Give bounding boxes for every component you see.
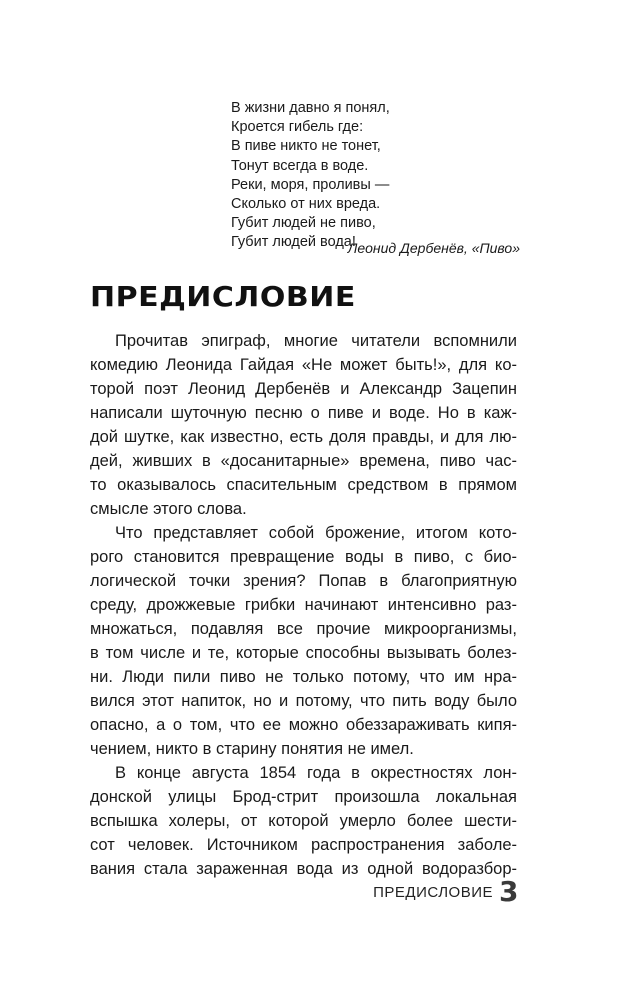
epigraph-line: В жизни давно я понял,: [231, 100, 390, 116]
epigraph-line: Сколько от них вреда.: [231, 196, 381, 213]
body-line: в том числе и те, которые способны вызывать болез-: [90, 644, 517, 662]
body-line: смысле этого слова.: [90, 500, 247, 518]
body-line: сот человек. Источником распространения заболе-: [90, 836, 517, 854]
body-line: чением, никто в старину понятия не имел.: [90, 740, 414, 758]
body-line: написали шуточную песню о пиве и воде. Но в каж-: [90, 404, 517, 422]
body-line: опасно, а о том, что ее можно обеззараживать кипя-: [90, 716, 517, 734]
epigraph-attribution: Леонид Дербенёв, «Пиво»: [347, 240, 520, 256]
body-line: В конце августа 1854 года в окрестностях лон-: [115, 764, 517, 782]
body-line: множаться, подавляя все прочие микроорганизмы,: [90, 620, 517, 638]
body-line: среду, дрожжевые грибки начинают интенсивно раз-: [90, 596, 517, 614]
body-line: Прочитав эпиграф, многие читатели вспомнили: [115, 332, 517, 350]
page-footer: [0, 875, 619, 908]
page-number: 3: [499, 875, 519, 908]
epigraph-line: Тонут всегда в воде.: [231, 157, 369, 174]
body-line: рого становится превращение воды в пиво, с био-: [90, 548, 517, 566]
body-line: вспышка холеры, от которой умерло более шести-: [90, 812, 517, 830]
body-line: вания стала зараженная вода из одной водоразбор-: [90, 860, 517, 878]
epigraph-line: Губит людей вода!: [231, 234, 356, 251]
epigraph-line: Губит людей не пиво,: [231, 215, 376, 232]
epigraph-line: В пиве никто не тонет,: [231, 138, 381, 155]
body-line: донской улицы Брод-стрит произошла локальная: [90, 788, 517, 806]
epigraph-line: Реки, моря, проливы —: [231, 176, 390, 193]
chapter-title: ПРЕДИСЛОВИЕ: [90, 281, 356, 314]
body-line: дей, живших в «досанитарные» времена, пиво час-: [90, 452, 517, 470]
epigraph: [231, 99, 531, 253]
body-line: вился этот напиток, но и потому, что пить воду было: [90, 692, 517, 710]
body-line: ни. Люди пили пиво не только потому, что им нра-: [90, 668, 517, 686]
body-line: комедию Леонида Гайдая «Не может быть!», для ко-: [90, 356, 517, 374]
epigraph-line: Кроется гибель где:: [231, 119, 364, 136]
body-line: логической точки зрения? Попав в благоприятную: [90, 572, 517, 590]
running-header: ПРЕДИСЛОВИЕ: [373, 884, 493, 901]
body-line: торой поэт Леонид Дербенёв и Александр Зацепин: [90, 380, 517, 398]
body-line: дой шутке, как известно, есть доля правды, и для лю-: [90, 428, 517, 446]
body-line: Что представляет собой брожение, итогом кото-: [115, 524, 517, 542]
body-line: то оказывалось спасительным средством в прямом: [90, 476, 517, 494]
